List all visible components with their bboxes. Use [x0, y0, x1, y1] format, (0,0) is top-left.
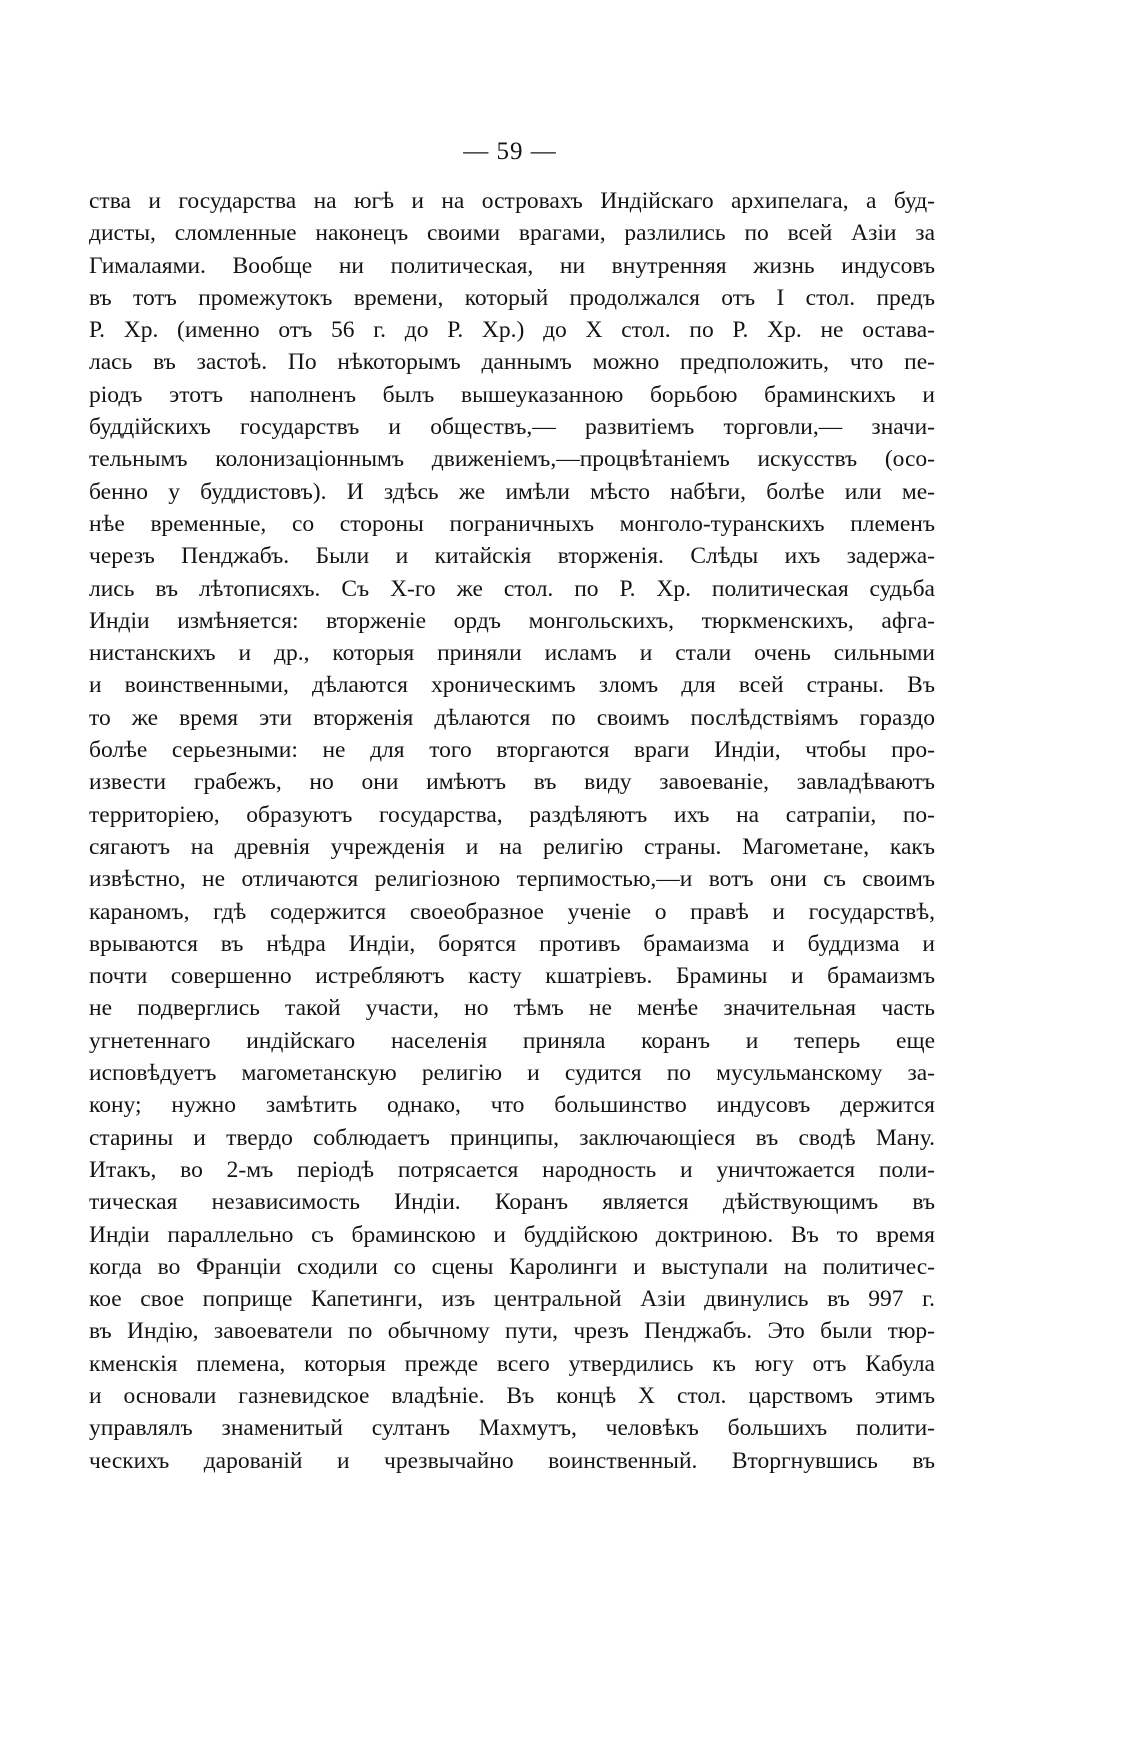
text-line: болѣе серьезными: не для того вторгаются враги Индіи, чтобы про- [89, 737, 935, 764]
text-line: нистанскихъ и др., которыя приняли исламъ и стали очень сильными [89, 640, 935, 667]
text-line: извѣстно, не отличаются религіозною терпимостью,—и вотъ они съ своимъ [89, 866, 935, 893]
text-line: сягаютъ на древнія учрежденія и на религію страны. Магометане, какъ [89, 833, 935, 860]
text-line: бенно у буддистовъ). И здѣсь же имѣли мѣсто набѣги, болѣе или ме- [89, 478, 935, 505]
text-line: ства и государства на югѣ и на островахъ Индійскаго архипелага, а буд- [89, 188, 935, 214]
text-line: черезъ Пенджабъ. Были и китайскія вторженія. Слѣды ихъ задержа- [89, 543, 935, 570]
text-line: буддійскихъ государствъ и обществъ,— развитіемъ торговли,— значи- [89, 414, 935, 441]
text-line: угнетеннаго индійскаго населенія приняла коранъ и теперь еще [89, 1027, 935, 1054]
text-line: тическая независимость Индіи. Коранъ является дѣйствующимъ въ [89, 1189, 935, 1216]
text-line: кону; нужно замѣтить однако, что большинство индусовъ держится [89, 1092, 935, 1119]
text-line: тельнымъ колонизаціоннымъ движеніемъ,—процвѣтаніемъ искусствъ (осо- [89, 446, 935, 473]
text-line: дисты, сломленные наконецъ своими врагами, разлились по всей Азіи за [89, 220, 935, 247]
text-line: лись въ лѣтописяхъ. Съ X-го же стол. по Р. Хр. политическая судьба [89, 575, 935, 602]
text-line: нѣе временные, со стороны пограничныхъ монголо-туранскихъ племенъ [89, 510, 935, 537]
text-line: исповѣдуетъ магометанскую религію и судится по мусульманскому за- [89, 1060, 935, 1087]
text-line: извести грабежъ, но они имѣютъ въ виду завоеваніе, завладѣваютъ [89, 769, 935, 796]
text-line: Индіи измѣняется: вторженіе ордъ монгольскихъ, тюркменскихъ, афга- [89, 607, 935, 634]
text-line: управлялъ знаменитый султанъ Махмутъ, человѣкъ большихъ полити- [89, 1415, 935, 1442]
text-line: кменскія племена, которыя прежде всего утвердились къ югу отъ Кабула [89, 1350, 935, 1377]
text-line: Итакъ, во 2-мъ періодѣ потрясается народность и уничтожается поли- [89, 1156, 935, 1183]
text-line: въ тотъ промежутокъ времени, который продолжался отъ I стол. предъ [89, 284, 935, 311]
text-line: врываются въ нѣдра Индіи, борятся противъ брамаизма и буддизма и [89, 930, 935, 957]
text-line: въ Индію, завоеватели по обычному пути, чрезъ Пенджабъ. Это были тюр- [89, 1318, 935, 1345]
text-line: не подверглись такой участи, но тѣмъ не менѣе значительная часть [89, 995, 935, 1022]
text-line: ческихъ дарованій и чрезвычайно воинственный. Вторгнувшись въ [89, 1447, 935, 1474]
body-text [89, 185, 935, 1477]
text-line: почти совершенно истребляютъ касту кшатріевъ. Брамины и брамаизмъ [89, 963, 935, 990]
text-line: когда во Франціи сходили со сцены Каролинги и выступали на политичес- [89, 1253, 935, 1280]
text-line: ріодъ этотъ наполненъ былъ вышеуказанною борьбою браминскихъ и [89, 381, 935, 408]
text-line: Гималаями. Вообще ни политическая, ни внутренняя жизнь индусовъ [89, 252, 935, 279]
text-line: старины и твердо соблюдаетъ принципы, заключающіеся въ сводѣ Ману. [89, 1124, 935, 1151]
page-number: — 59 — [463, 138, 557, 165]
text-line: и основали газневидское владѣніе. Въ концѣ X стол. царствомъ этимъ [89, 1382, 935, 1409]
text-line: территоріею, образуютъ государства, раздѣляютъ ихъ на сатрапіи, по- [89, 801, 935, 828]
text-line: Р. Хр. (именно отъ 56 г. до Р. Хр.) до X стол. по Р. Хр. не остава- [89, 317, 935, 344]
text-line: карaномъ, гдѣ содержится своеобразное ученіе о правѣ и государствѣ, [89, 898, 935, 925]
text-line: то же время эти вторженія дѣлаются по своимъ послѣдствіямъ гораздо [89, 704, 935, 731]
text-line: и воинственными, дѣлаются хроническимъ зломъ для всей страны. Въ [89, 672, 935, 699]
text-line: Индіи параллельно съ браминскою и буддійскою доктриною. Въ то время [89, 1221, 935, 1248]
text-line: кое свое поприще Капетинги, изъ центральной Азіи двинулись въ 997 г. [89, 1286, 935, 1313]
text-line: лась въ застоѣ. По нѣкоторымъ даннымъ можно предположить, что пе- [89, 349, 935, 376]
